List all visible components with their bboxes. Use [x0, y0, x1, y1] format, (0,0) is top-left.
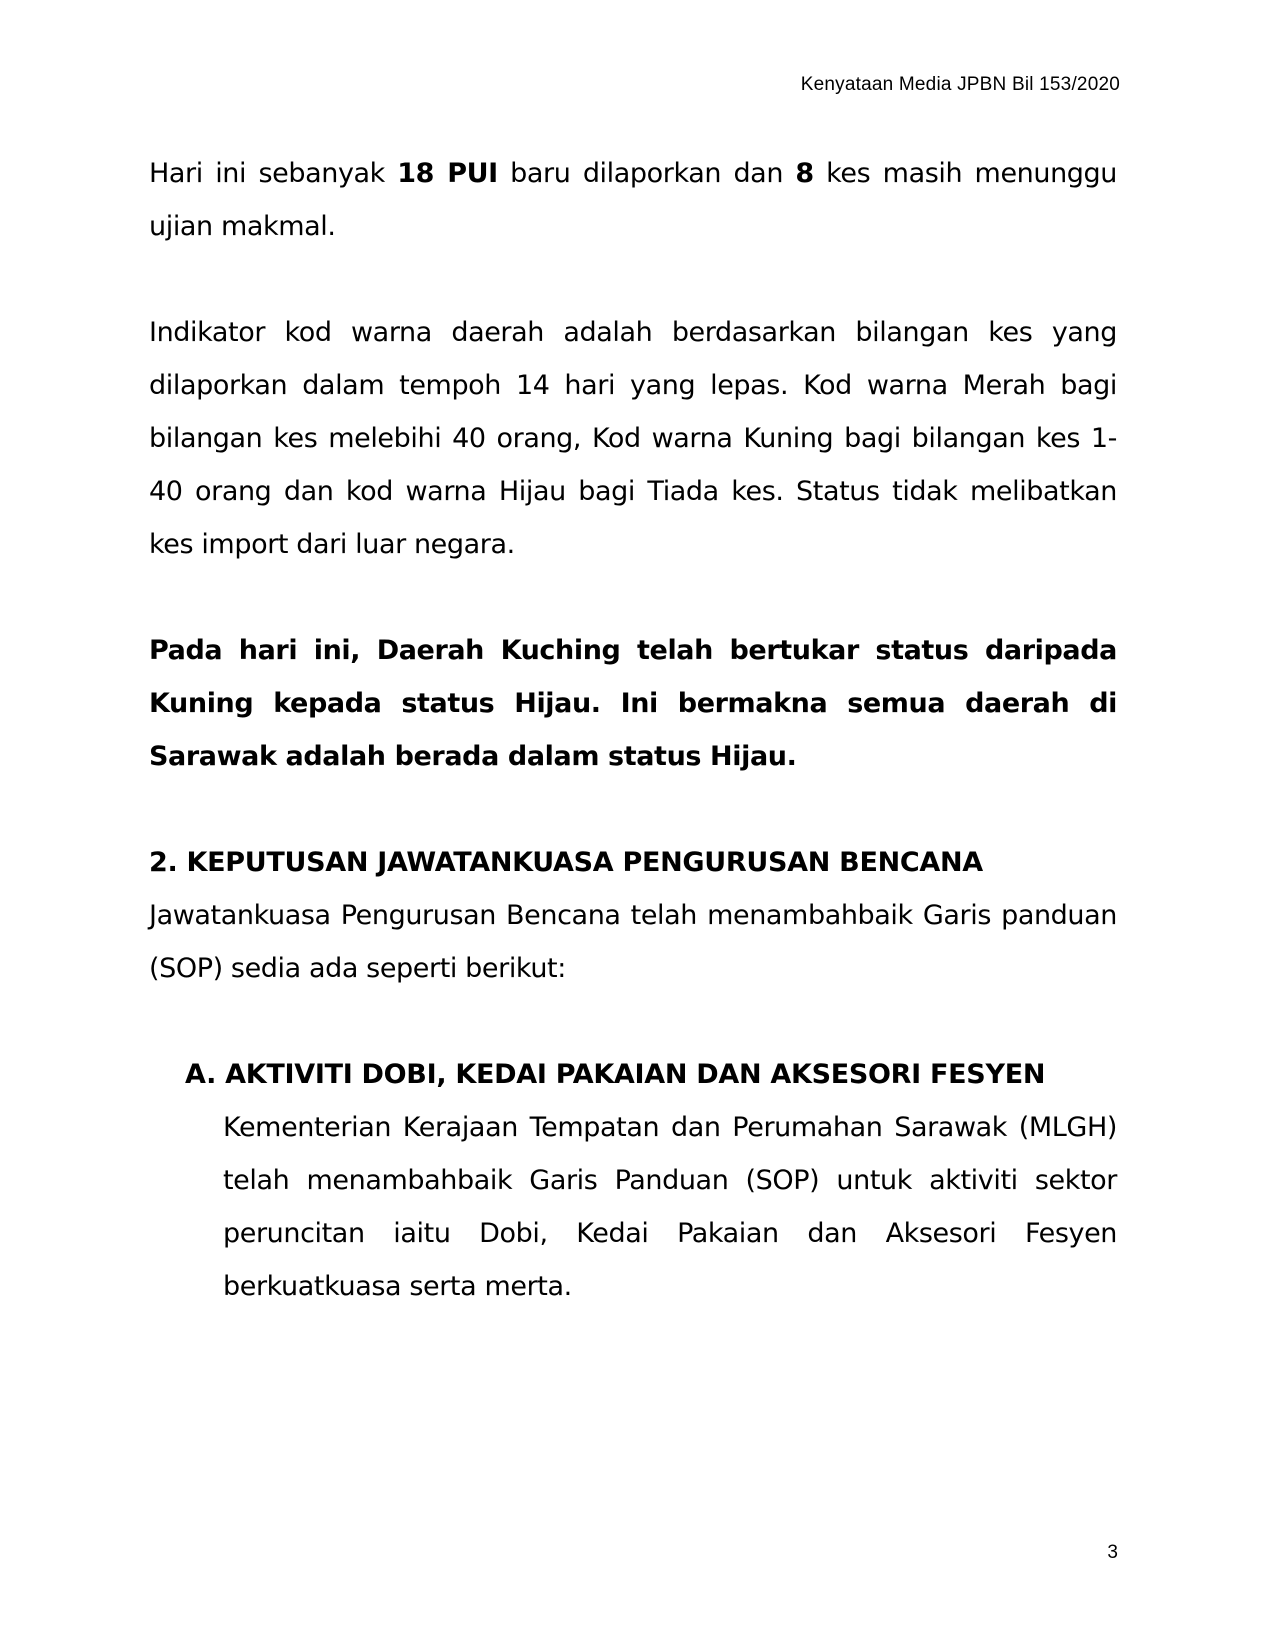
document-header: Kenyataan Media JPBN Bil 153/2020	[800, 74, 1120, 95]
section-a-body: Kementerian Kerajaan Tempatan dan Perumahan Sarawak (MLGH) telah menambahbaik Garis Panduan (SOP) untuk aktiviti sektor peruncitan iaitu Dobi, Kedai Pakaian dan Aksesori Fesyen berkuatkuasa serta merta.	[223, 1112, 1117, 1302]
paragraph-pui-report	[149, 147, 1117, 253]
section-2-body: Jawatankuasa Pengurusan Bencana telah menambahbaik Garis panduan (SOP) sedia ada seperti berikut:	[149, 900, 1117, 984]
pui-text-part-3: kes masih menunggu ujian makmal.	[149, 158, 1117, 242]
pui-text-part-2: baru dilaporkan dan	[497, 158, 796, 189]
paragraph-color-indicator: Indikator kod warna daerah adalah berdasarkan bilangan kes yang dilaporkan dalam tempoh 14 hari yang lepas. Kod warna Merah bagi bilangan kes melebihi 40 orang, Kod warna Kuning bagi bilangan kes 1-40 orang dan kod warna Hijau bagi Tiada kes. Status tidak melibatkan kes import dari luar negara.	[149, 317, 1117, 560]
page-number: 3	[1107, 1542, 1118, 1563]
document-body	[149, 147, 1117, 1313]
section-2-heading: 2. KEPUTUSAN JAWATANKUASA PENGURUSAN BENCANA	[149, 847, 983, 878]
section-a-heading: A. AKTIVITI DOBI, KEDAI PAKAIAN DAN AKSESORI FESYEN	[185, 1059, 1046, 1090]
pui-text-part-1: Hari ini sebanyak	[149, 158, 398, 189]
pending-cases-count: 8	[795, 158, 814, 189]
paragraph-kuching-status: Pada hari ini, Daerah Kuching telah bertukar status daripada Kuning kepada status Hijau. Ini bermakna semua daerah di Sarawak adalah berada dalam status Hijau.	[149, 635, 1117, 772]
pui-count: 18 PUI	[397, 158, 498, 189]
